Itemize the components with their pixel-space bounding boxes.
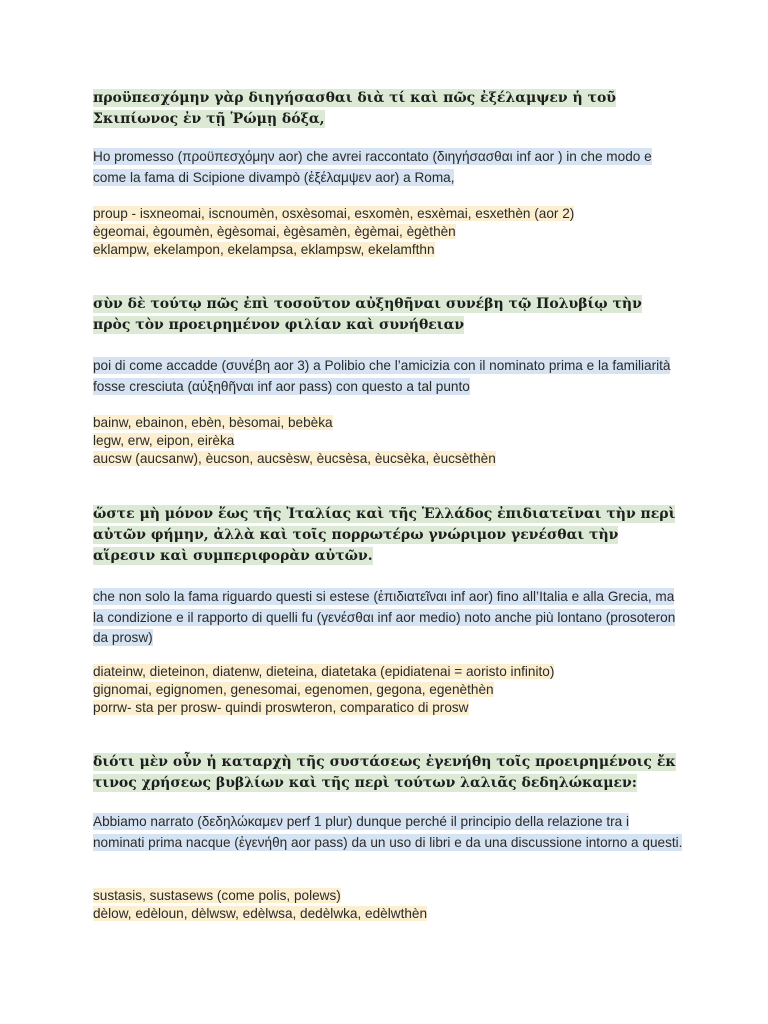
form-line: porrw- sta per prosw- quindi proswteron, comparatico di prosw xyxy=(93,700,469,715)
translation-3: che non solo la fama riguardo questi si estese (ἐπιδιατεῖναι inf aor) fino all’Italia e alla Grecia, ma la condizione e il rapporto di quelli fu (γενέσθαι inf aor medio) noto anche più lontano (prosoteron da prosw) xyxy=(93,589,676,645)
form-line: eklampw, ekelampon, ekelampsa, eklampsw, ekelamfthn xyxy=(93,242,435,257)
greek-passage-1: προϋπεσχόμην γὰρ διηγήσασθαι διὰ τί καὶ πῶς ἐξέλαμψεν ἡ τοῦ Σκιπίωνος ἐν τῇ Ῥώμῃ δόξα, xyxy=(93,90,617,127)
greek-passage-2: σὺν δὲ τούτῳ πῶς ἐπὶ τοσοῦτον αὐξηθῆναι συνέβη τῷ Πολυβίῳ τὴν πρὸς τὸν προειρημένον φιλίαν καὶ συνήθειαν xyxy=(93,296,642,333)
form-line: gignomai, egignomen, genesomai, egenomen, gegona, egenèthèn xyxy=(93,682,494,697)
form-line: sustasis, sustasews (come polis, polews) xyxy=(93,888,341,903)
form-line: proup - isxneomai, iscnoumèn, osxèsomai, esxomèn, esxèmai, esxethèn (aor 2) xyxy=(93,206,575,221)
translation-4: Abbiamo narrato (δεδηλώκαμεν perf 1 plur) dunque perché il principio della relazione tra i nominati prima nacque (ἐγενήθη aor pass) da un uso di libri e da una discussione intorno a questi. xyxy=(93,814,683,850)
verb-forms-4 xyxy=(93,887,683,923)
translation-2: poi di come accadde (συνέβη aor 3) a Polibio che l’amicizia con il nominato prima e la familiarità fosse cresciuta (αὐξηθῆναι inf aor pass) con questo a tal punto xyxy=(93,358,671,394)
form-line: ègeomai, ègoumèn, ègèsomai, ègèsamèn, ègèmai, ègèthèn xyxy=(93,224,456,239)
greek-passage-4: διότι μὲν οὖν ἡ καταρχὴ τῆς συστάσεως ἐγενήθη τοῖς προειρημένοις ἔκ τινος χρήσεως βυβλίων καὶ τῆς περὶ τούτων λαλιᾶς δεδηλώκαμεν: xyxy=(93,754,676,791)
form-line: diateinw, dieteinon, diatenw, dieteina, diatetaka (epidiatenai = aoristo infinito) xyxy=(93,664,555,679)
form-line: legw, erw, eipon, eirèka xyxy=(93,433,235,448)
form-line: aucsw (aucsanw), èucson, aucsèsw, èucsèsa, èucsèka, èucsèthèn xyxy=(93,451,496,466)
verb-forms-2 xyxy=(93,414,683,468)
translation-1: Ho promesso (προϋπεσχόμην aor) che avrei raccontato (διηγήσασθαι inf aor ) in che modo e come la fama di Scipione divampò (ἐξέλαμψεν aor) a Roma, xyxy=(93,149,652,185)
verb-forms-3 xyxy=(93,663,683,717)
form-line: bainw, ebainon, ebèn, bèsomai, bebèka xyxy=(93,415,333,430)
verb-forms-1 xyxy=(93,205,683,259)
form-line: dèlow, edèloun, dèlwsw, edèlwsa, dedèlwka, edèlwthèn xyxy=(93,906,428,921)
greek-passage-3: ὥστε μὴ μόνον ἕως τῆς Ἰταλίας καὶ τῆς Ἑλλάδος ἐπιδιατεῖναι τὴν περὶ αὐτῶν φήμην, ἀλλὰ καὶ τοῖς πορρωτέρω γνώριμον γενέσθαι τὴν αἵρεσιν καὶ συμπεριφορὰν αὐτῶν. xyxy=(93,506,676,564)
